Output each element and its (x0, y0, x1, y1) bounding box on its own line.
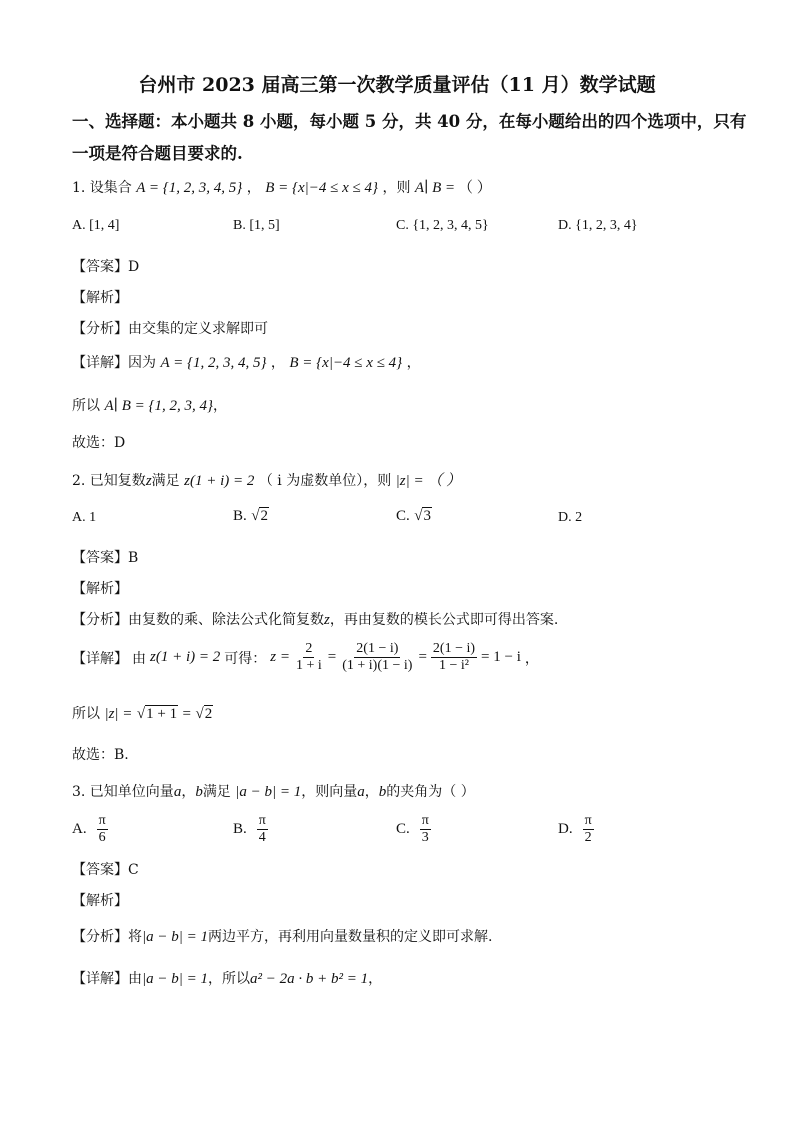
q2-answer-value: B (128, 550, 139, 566)
radicand: 2 (204, 706, 213, 722)
q2-fenxi-z: z (324, 612, 330, 628)
q3-fenxi (72, 926, 492, 946)
fenxi-tag: 【分析】 (72, 929, 128, 945)
q1-detail-comma: ， (270, 355, 285, 371)
q3-tail: ，则向量 (301, 784, 358, 800)
q2-option-b-sqrt: √2 (251, 508, 268, 524)
equals-sign: = (182, 706, 191, 722)
q2-option-c-sqrt: √3 (414, 508, 431, 524)
q2-result: = 1 − i (481, 649, 521, 666)
answer-tag: 【答案】 (72, 550, 128, 566)
option-label: A. (72, 821, 87, 838)
q2-option-c (396, 508, 432, 525)
q1-detail-text: 因为 (128, 355, 156, 371)
answer-tag: 【答案】 (72, 862, 128, 878)
detail-tag: 【详解】 (72, 355, 128, 371)
q2-conclusion (72, 703, 213, 723)
q1-so: 所以 (72, 398, 100, 414)
q2-answer (72, 547, 138, 567)
q1-comma: ， (246, 180, 261, 196)
q2-sqrt-2: √2 (195, 706, 213, 722)
q2-detail-end: ， (524, 650, 539, 667)
option-fraction (420, 813, 431, 846)
q3-answer-value: C (128, 862, 139, 878)
q1-option-d: D. {1, 2, 3, 4} (558, 218, 638, 233)
q1-lead: 1. 设集合 (72, 180, 132, 196)
q3-option-c (396, 813, 431, 846)
q3-mid: 满足 (202, 784, 231, 800)
q1-option-c: C. {1, 2, 3, 4, 5} (396, 218, 489, 233)
q2-so: 所以 (72, 706, 100, 722)
q3-sep: ， (181, 784, 196, 800)
q2-option-c-radicand: 3 (423, 508, 431, 524)
fraction-denominator: 1 − i² (438, 658, 469, 674)
option-label: D. (558, 821, 573, 838)
equals-sign: = (327, 649, 337, 666)
fraction-denominator: 1 + i (295, 658, 322, 674)
equals-sign: = (418, 649, 427, 666)
section-heading-line1: 一、选择题：本小题共 8 小题，每小题 5 分，共 40 分，在每小题给出的四个选项中，只有 (72, 112, 747, 131)
answer-tag: 【答案】 (72, 259, 128, 275)
q1-option-b: B. [1, 5] (233, 218, 280, 233)
q2-so-math: |z| = (104, 706, 133, 722)
question-3-stem (72, 781, 475, 801)
q2-sqrt-1: √1 + 1 (136, 706, 178, 722)
q2-analysis-tag: 【解析】 (72, 581, 128, 597)
q1-intersection-expr: A∣ B (414, 180, 442, 196)
fraction-denominator: 6 (98, 830, 106, 846)
q1-detail (72, 352, 421, 372)
q2-lead: 2. 已知复数 (72, 473, 146, 489)
vector-a: a (173, 784, 182, 800)
fraction-denominator: (1 + i)(1 − i) (342, 658, 413, 674)
q1-option-a: A. [1, 4] (72, 218, 120, 233)
q2-option-b-radicand: 2 (260, 508, 268, 524)
option-fraction (97, 813, 108, 846)
fraction-numerator: 2 (303, 641, 314, 658)
section-heading-line2: 一项是符合题目要求的. (72, 144, 243, 163)
q2-option-a: A. 1 (72, 510, 97, 525)
q1-set-b: B = {x|−4 ≤ x ≤ 4} (265, 180, 378, 196)
q2-abs: |z| = （ ） (395, 473, 462, 489)
q3-lead: 3. 已知单位向量 (72, 784, 174, 800)
q2-option-b-label: B. (233, 508, 247, 524)
q2-fenxi-text-b: ，再由复数的模长公式即可得出答案. (329, 612, 559, 628)
option-label: C. (396, 821, 410, 838)
q1-fenxi (72, 318, 268, 338)
q2-detail-text-b: 可得： (224, 650, 267, 667)
fraction-numerator: π (420, 813, 431, 830)
q2-paren: （ i 为虚数单位），则 (258, 473, 392, 489)
q3-condition: |a − b| = 1 (235, 784, 302, 800)
q1-fenxi-text: 由交集的定义求解即可 (128, 321, 268, 337)
q1-detail-comma2: ， (406, 355, 421, 371)
q3-detail-equation: a² − 2a · b + b² = 1 (250, 971, 369, 987)
q2-option-d: D. 2 (558, 510, 583, 525)
q2-fraction-2 (340, 641, 414, 674)
q1-set-a: A = {1, 2, 3, 4, 5} (136, 180, 243, 196)
q2-fenxi (72, 609, 558, 629)
q3-fenxi-text-b: 两边平方，再利用向量数量积的定义即可求解. (208, 929, 493, 945)
fraction-numerator: π (97, 813, 108, 830)
q3-option-b (233, 813, 268, 846)
q1-conclusion (72, 395, 227, 415)
vector-b: b (378, 784, 387, 800)
q3-end: 的夹角为（ ） (386, 784, 475, 800)
q2-fenxi-text-a: 由复数的乘、除法公式化简复数 (128, 612, 324, 628)
q3-fenxi-condition: |a − b| = 1 (142, 929, 208, 945)
q2-z-eq: z = (270, 649, 290, 666)
q1-choice: 故选：D (72, 435, 126, 451)
q2-option-b (233, 508, 269, 525)
q3-option-d (558, 813, 594, 846)
q3-analysis-tag: 【解析】 (72, 893, 128, 909)
radicand: 1 + 1 (146, 706, 178, 722)
q1-so-end: ， (213, 398, 228, 414)
q3-sep: ， (364, 784, 379, 800)
q3-detail-end: ， (368, 971, 383, 987)
q2-fraction-3 (431, 641, 477, 674)
q1-detail-set-b: B = {x|−4 ≤ x ≤ 4} (289, 355, 403, 371)
q3-detail-text-a: 由 (128, 971, 142, 987)
q2-z: z (145, 473, 152, 489)
question-1-stem (72, 176, 492, 197)
vector-b: b (195, 784, 203, 800)
fraction-numerator: 2(1 − i) (354, 641, 400, 658)
option-label: B. (233, 821, 247, 838)
question-2-stem (72, 469, 461, 490)
q1-blank: = （ ） (445, 180, 492, 196)
q2-fraction-1 (294, 641, 324, 674)
fenxi-tag: 【分析】 (72, 321, 128, 337)
fraction-numerator: π (583, 813, 594, 830)
fraction-denominator: 2 (584, 830, 592, 846)
fraction-numerator: π (257, 813, 268, 830)
q2-detail-text-a: 由 (132, 650, 146, 667)
q3-detail-text-b: ，所以 (208, 971, 250, 987)
q2-mid: 满足 (151, 473, 180, 489)
document-title: 台州市 2023 届高三第一次教学质量评估（11 月）数学试题 (138, 74, 656, 96)
q3-fenxi-text-a: 将 (128, 929, 142, 945)
detail-tag: 【详解】 (72, 971, 128, 987)
option-fraction (257, 813, 268, 846)
q2-detail (72, 641, 539, 674)
q2-detail-equation: z(1 + i) = 2 (150, 649, 221, 666)
q2-equation: z(1 + i) = 2 (184, 473, 255, 489)
q1-answer (72, 256, 139, 276)
q1-analysis-tag: 【解析】 (72, 290, 128, 306)
detail-tag: 【详解】 (72, 650, 128, 667)
fenxi-tag: 【分析】 (72, 612, 128, 628)
q1-answer-value: D (128, 259, 140, 275)
fraction-numerator: 2(1 − i) (431, 641, 477, 658)
fraction-denominator: 4 (258, 830, 266, 846)
option-fraction (583, 813, 594, 846)
q3-answer (72, 859, 139, 879)
q2-choice: 故选：B. (72, 747, 129, 763)
vector-a: a (357, 784, 365, 800)
q1-detail-set-a: A = {1, 2, 3, 4, 5} (160, 355, 267, 371)
fraction-denominator: 3 (421, 830, 429, 846)
q1-tail: ，则 (382, 180, 411, 196)
q3-detail-condition: |a − b| = 1 (142, 971, 208, 987)
q2-option-c-label: C. (396, 508, 410, 524)
q1-so-math: A∣ B = {1, 2, 3, 4} (104, 398, 214, 414)
q3-option-a (72, 813, 108, 846)
q3-detail (72, 968, 382, 988)
